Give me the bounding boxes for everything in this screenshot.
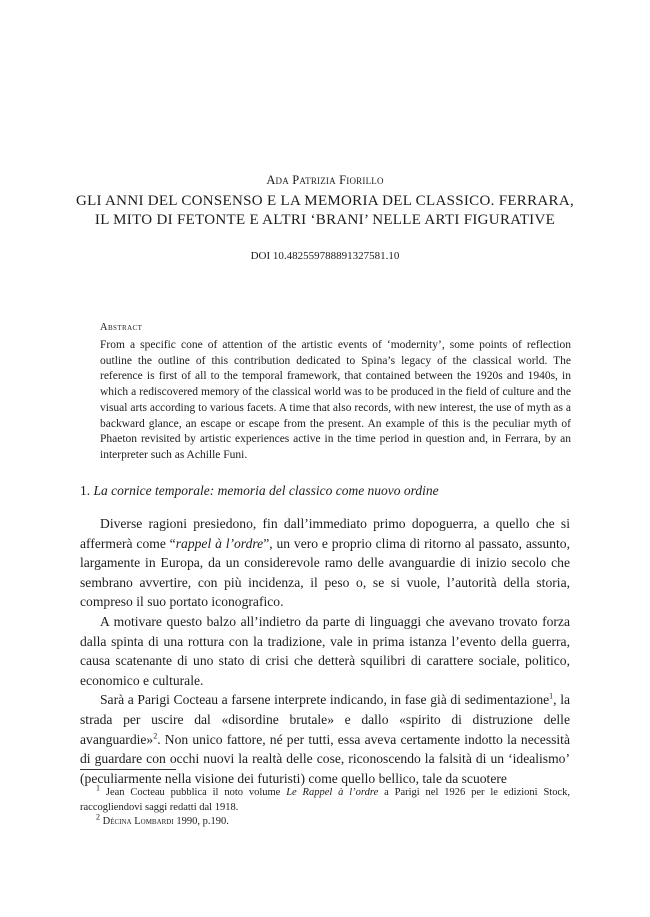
section-number: 1. bbox=[80, 483, 91, 498]
footnote-number: 1 bbox=[96, 783, 100, 793]
footnote-text: Jean Cocteau pubblica il noto volume bbox=[105, 787, 287, 798]
article-title bbox=[0, 192, 650, 230]
paragraph-text: . Non unico fattore, né per tutti, essa aveva certamente indotto la necessità di guardare con occhi nuovi la realtà delle cose, riconoscendo la falsità di un ‘idealismo’ (peculiarmente nella visione dei futuristi) come quello bellico, tale da scuotere bbox=[80, 731, 570, 786]
footnotes bbox=[80, 783, 570, 830]
footnote-number: 2 bbox=[96, 812, 100, 822]
footnote-citation-author: Décina Lombardi bbox=[102, 816, 174, 827]
paragraph bbox=[80, 514, 570, 612]
paragraph-italic-text: rappel à l’ordre bbox=[175, 535, 264, 551]
footnote-1 bbox=[80, 783, 570, 815]
section-title: La cornice temporale: memoria del classico come nuovo ordine bbox=[93, 483, 439, 498]
paragraph-text: A motivare questo balzo all’indietro da parte di linguaggi che avevano trovato forza dalla spinta di una rottura con la tradizione, vale in prima istanza l’evento della guerra, causa scatenante di uno stato di crisi che detterà squilibri di carattere sociale, politico, economico e culturale. bbox=[80, 613, 570, 688]
footnote-text: 1990, p.190. bbox=[173, 816, 229, 827]
article-title-line-1: GLI ANNI DEL CONSENSO E LA MEMORIA DEL CLASSICO. FERRARA, bbox=[75, 193, 575, 209]
footnote-ref-2[interactable]: 2 bbox=[153, 731, 158, 740]
paragraph-text: ”, un vero e proprio clima di ritorno al passato, assunto, largamente in Europa, da un considerevole ramo delle avanguardie di inizio secolo che sembrano avvertire, con più incidenza, il peso o, se si vuole, l’autorità della storia, compreso il suo portato iconografico. bbox=[80, 535, 570, 610]
footnote-2 bbox=[80, 812, 570, 830]
abstract-text: From a specific cone of attention of the artistic events of ‘modernity’, some points of reflection outline the outline of this contribution dedicated to Spina’s legacy of the classical world. The reference is first of all to the temporal framework, that contained between the 1920s and 1940s, in which a rediscovered memory of the classical world was to be produced in the field of culture and the visual arts according to various facets. A time that also records, with new interest, the use of myth as a backward glance, an escape or escape from the present. An example of this is the peculiar myth of Phaeton revisited by artistic experiences active in the time period in question and, in Ferrara, by an interpreter such as Achille Funi. bbox=[100, 339, 571, 461]
abstract-heading: Abstract bbox=[100, 322, 143, 333]
author-name: Ada Patrizia Fiorillo bbox=[266, 173, 384, 187]
article-title-line-2: IL MITO DI FETONTE E ALTRI ‘BRANI’ NELLE ARTI FIGURATIVE bbox=[94, 212, 556, 228]
doi: DOI 10.482559788891327581.10 bbox=[250, 250, 400, 262]
paragraph-text: Diverse ragioni presiedono, fin dall’immediato primo dopoguerra, a quello che si affermerà come “ bbox=[80, 516, 570, 551]
footnote-ref-1[interactable]: 1 bbox=[549, 691, 554, 701]
paragraph bbox=[80, 690, 570, 788]
paragraph-text: Sarà a Parigi Cocteau a farsene interprete indicando, in fase già di sedimentazione bbox=[100, 692, 550, 708]
paragraph bbox=[80, 612, 570, 690]
footnote-text: a Parigi nel 1926 per le edizioni Stock, raccogliendovi saggi redatti dal 1918. bbox=[80, 787, 570, 813]
footnote-italic-text: Le Rappel à l’ordre bbox=[286, 787, 379, 798]
section-heading bbox=[80, 483, 439, 499]
body-text bbox=[80, 514, 570, 788]
paragraph-text: , la strada per uscire dal «disordine brutale» e dallo «spirito di distruzione delle avanguardie» bbox=[80, 692, 570, 747]
footnote-divider bbox=[80, 769, 176, 770]
